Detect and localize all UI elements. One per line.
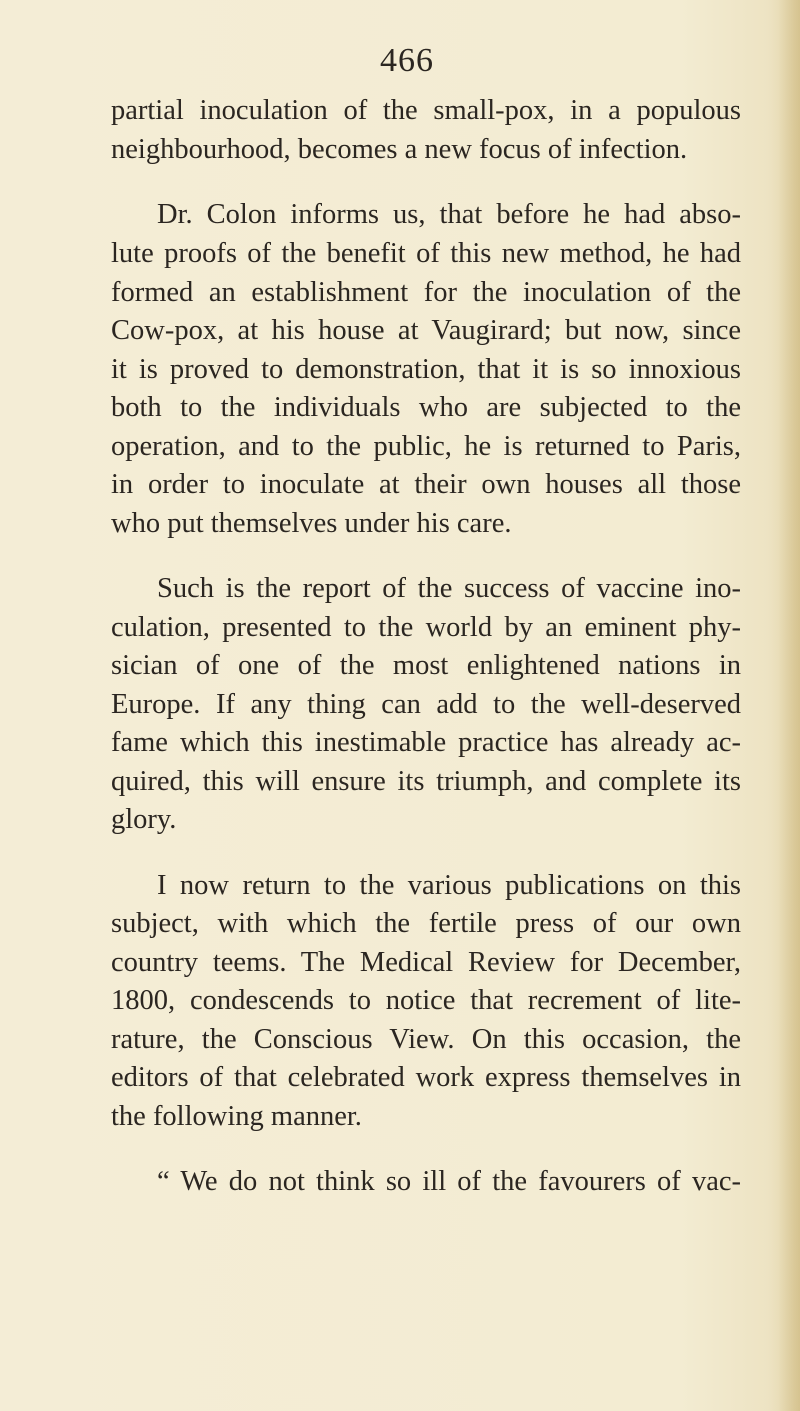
page-edge-shadow	[778, 0, 800, 1411]
text-line: operation, and to the public, he is returned to Paris,	[111, 431, 741, 462]
text-line: in order to inoculate at their own houses all those	[111, 469, 741, 500]
text-line: I now return to the various publications on this	[157, 870, 741, 901]
text-line: “ We do not think so ill of the favourers of vac-	[157, 1166, 741, 1197]
text-line: 1800, condescends to notice that recrement of lite-	[111, 985, 741, 1016]
text-line: the following manner.	[111, 1101, 362, 1132]
text-line: Europe. If any thing can add to the well-deserved	[111, 689, 741, 720]
text-line: neighbourhood, becomes a new focus of infection.	[111, 134, 688, 165]
text-line: it is proved to demonstration, that it is so innoxious	[111, 354, 741, 385]
text-line: quired, this will ensure its triumph, and complete its	[111, 766, 741, 797]
text-line: Such is the report of the success of vaccine ino-	[157, 573, 741, 604]
page-number: 466	[380, 42, 434, 79]
text-line: sician of one of the most enlightened nations in	[111, 650, 741, 681]
text-line: both to the individuals who are subjected to the	[111, 392, 741, 423]
text-line: glory.	[111, 804, 177, 835]
text-line: formed an establishment for the inoculation of the	[111, 277, 741, 308]
text-line: who put themselves under his care.	[111, 508, 512, 539]
text-line: partial inoculation of the small-pox, in a populous	[111, 95, 741, 126]
text-line: fame which this inestimable practice has already ac-	[111, 727, 741, 758]
text-line: editors of that celebrated work express themselves in	[111, 1062, 741, 1093]
text-line: subject, with which the fertile press of our own	[111, 908, 741, 939]
text-line: country teems. The Medical Review for December,	[111, 947, 741, 978]
text-line: Cow-pox, at his house at Vaugirard; but now, since	[111, 315, 741, 346]
text-line: lute proofs of the benefit of this new method, he had	[111, 238, 741, 269]
text-line: Dr. Colon informs us, that before he had abso-	[157, 199, 741, 230]
text-line: rature, the Conscious View. On this occasion, the	[111, 1024, 741, 1055]
text-line: culation, presented to the world by an eminent phy-	[111, 612, 741, 643]
